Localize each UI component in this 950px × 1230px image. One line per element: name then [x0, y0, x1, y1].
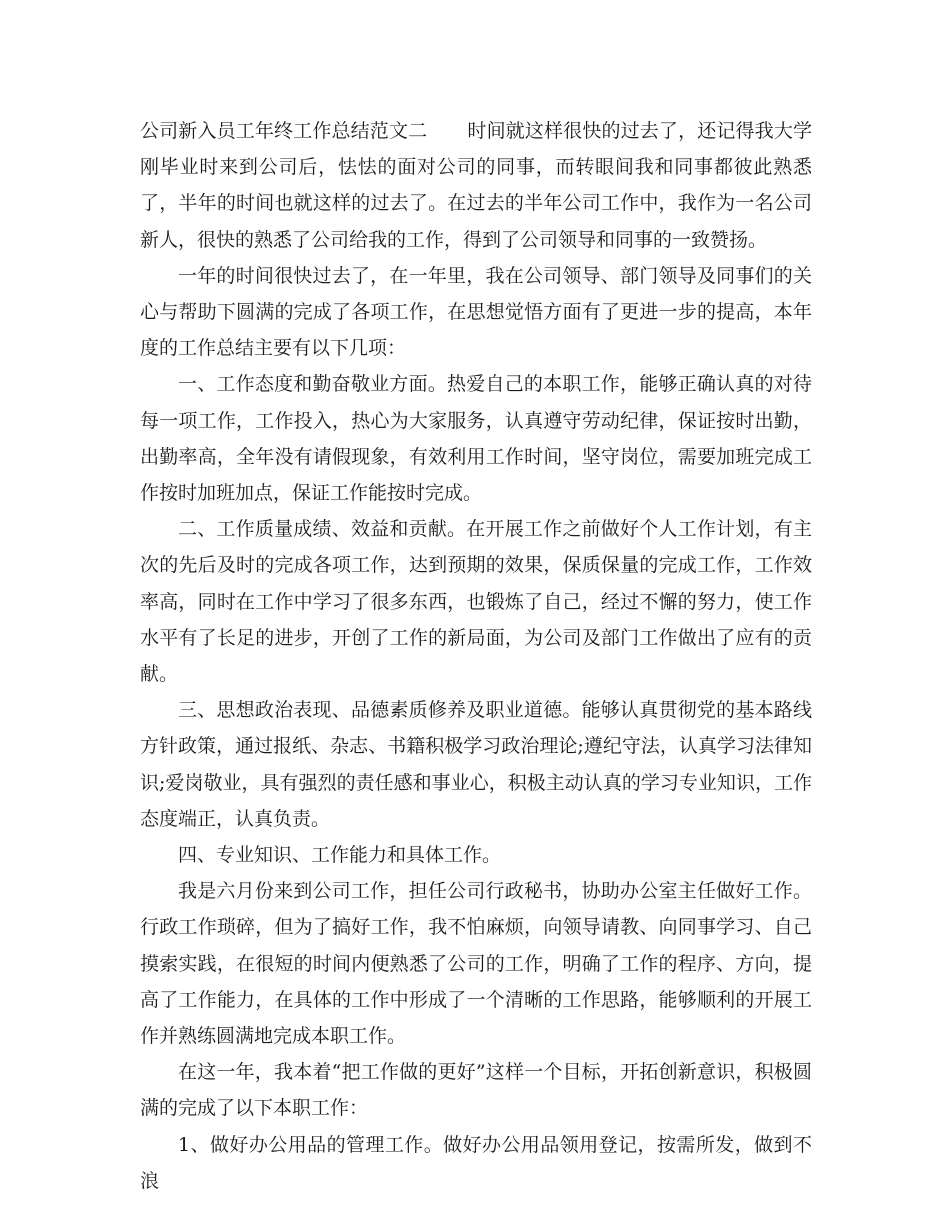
- intro-text: 时间就这样很快的过去了，还记得我大学刚毕业时来到公司后，怯怯的面对公司的同事，而转眼间我和同事都彼此熟悉了，半年的时间也就这样的过去了。在过去的半年公司工作中，我作为一名公司新人，很快的熟悉了公司给我的工作，得到了公司领导和同事的一致赞扬。: [140, 120, 812, 251]
- document-page: [140, 113, 812, 1199]
- paragraph-item-1: 1、做好办公用品的管理工作。做好办公用品领用登记，按需所发，做到不浪: [140, 1133, 812, 1192]
- paragraph-section-3: 三、思想政治表现、品德素质修养及职业道德。能够认真贯彻党的基本路线方针政策，通过报纸、杂志、书籍积极学习政治理论;遵纪守法，认真学习法律知识;爱岗敬业，具有强烈的责任感和事业心，积极主动认真的学习专业知识，工作态度端正，认真负责。: [140, 699, 812, 830]
- document-title: 公司新入员工年终工作总结范文二: [140, 120, 428, 142]
- opening-paragraph: [140, 113, 812, 258]
- paragraph-year-goal: 在这一年，我本着“把工作做的更好”这样一个目标，开拓创新意识，积极圆满的完成了以下本职工作：: [140, 1061, 812, 1120]
- paragraph-section-1: 一、工作态度和勤奋敬业方面。热爱自己的本职工作，能够正确认真的对待每一项工作，工作投入，热心为大家服务，认真遵守劳动纪律，保证按时出勤，出勤率高，全年没有请假现象，有效利用工作时间，坚守岗位，需要加班完成工作按时加班加点，保证工作能按时完成。: [140, 373, 812, 505]
- paragraph-summary-intro: 一年的时间很快过去了，在一年里，我在公司领导、部门领导及同事们的关心与帮助下圆满的完成了各项工作，在思想觉悟方面有了更进一步的提高，本年度的工作总结主要有以下几项：: [140, 264, 812, 360]
- paragraph-section-4-heading: 四、专业知识、工作能力和具体工作。: [178, 844, 502, 867]
- paragraph-job-description: 我是六月份来到公司工作，担任公司行政秘书，协助办公室主任做好工作。行政工作琐碎，但为了搞好工作，我不怕麻烦，向领导请教、向同事学习、自己摸索实践，在很短的时间内便熟悉了公司的工作，明确了工作的程序、方向，提高了工作能力，在具体的工作中形成了一个清晰的工作思路，能够顺利的开展工作并熟练圆满地完成本职工作。: [140, 880, 812, 1048]
- paragraph-section-2: 二、工作质量成绩、效益和贡献。在开展工作之前做好个人工作计划，有主次的先后及时的完成各项工作，达到预期的效果，保质保量的完成工作，工作效率高，同时在工作中学习了很多东西，也锻炼了自己，经过不懈的努力，使工作水平有了长足的进步，开创了工作的新局面，为公司及部门工作做出了应有的贡献。: [140, 518, 812, 686]
